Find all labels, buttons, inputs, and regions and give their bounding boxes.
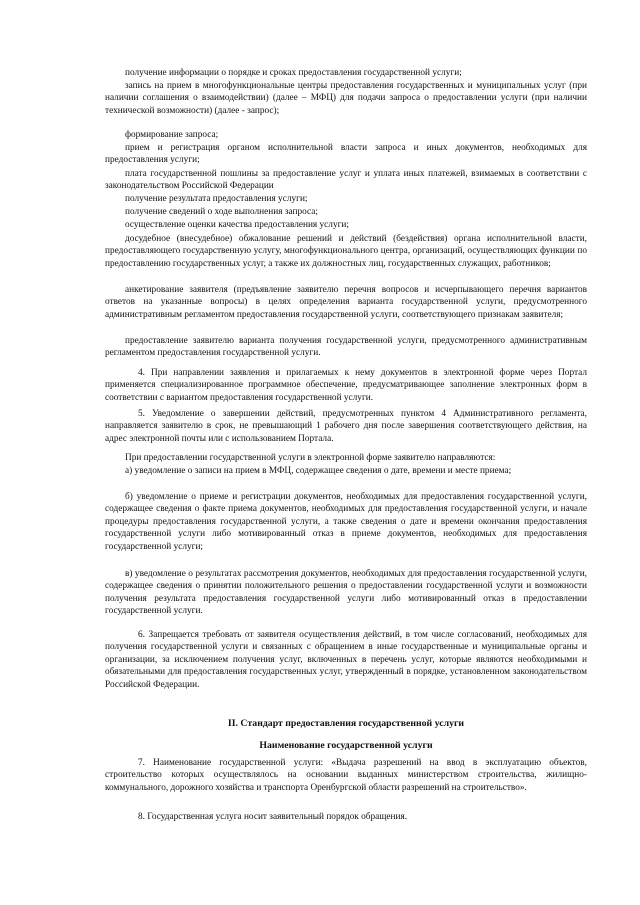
paragraph-progress-info: получение сведений о ходе выполнения запроса;	[125, 207, 318, 217]
paragraph-notification-b: б) уведомление о приеме и регистрации документов, необходимых для предоставления государственной услуги, содержащее сведения о факте приема документов, необходимых для предоставления государственной услуги, и начале процедуры предоставления государственной услуги, а также сведения о дате и времени окончания предоставления государственной услуги либо мотивированный отказ в приеме документов, необходимых для предоставления государственной услуги;	[105, 492, 587, 552]
paragraph-result-receipt: получение результата предоставления услуги;	[125, 194, 308, 204]
paragraph-quality-assessment: осуществление оценки качества предоставления услуги;	[125, 220, 349, 230]
paragraph-request-forming: формирование запроса;	[125, 130, 219, 140]
paragraph-item-4: 4. При направлении заявления и прилагаемых к нему документов в электронной форме через Портал применяется специализированное программное обеспечение, предусматривающее заполнение электронных форм в соответствии с вариантом предоставления государственной услуги.	[105, 368, 587, 403]
section-heading: II. Стандарт предоставления государственной услуги	[227, 718, 465, 729]
paragraph-notification-a: а) уведомление о записи на прием в МФЦ, содержащее сведения о дате, времени и месте приема;	[125, 466, 512, 476]
paragraph-item-6: 6. Запрещается требовать от заявителя осуществления действий, в том числе согласований, необходимых для получения государственной услуги и связанных с обращением в иные государственные и муниципальные органы и организации, за исключением получения услуг, включенных в перечень услуг, которые являются необходимыми и обязательными для предоставления государственных услуг, утвержденный в порядке, установленном законодательством Российской Федерации.	[105, 630, 587, 690]
paragraph-state-fee: плата государственной пошлины за предоставление услуг и уплата иных платежей, взимаемых в соответствии с законодательством Российской Федерации	[105, 169, 587, 192]
paragraph-item-8: 8. Государственная услуга носит заявительный порядок обращения.	[138, 812, 408, 822]
paragraph-item-5: 5. Уведомление о завершении действий, предусмотренных пунктом 4 Административного регламента, направляется заявителю в срок, не превышающий 1 рабочего дня после завершения соответствующего действия, на адрес электронной почты или с использованием Портала.	[105, 409, 587, 444]
paragraph-item-7: 7. Наименование государственной услуги: «Выдача разрешений на ввод в эксплуатацию объектов, строительство которых осуществлялось на основании выданных министерством строительства, жилищно-коммунального, дорожного хозяйства и транспорта Оренбургской области разрешений на строительство».	[105, 758, 587, 793]
paragraph-appeal: досудебное (внесудебное) обжалование решений и действий (бездействия) органа исполнительной власти, предоставляющего государственную услугу, многофункционального центра, организаций, осуществляющих функции по предоставлению государственных услуг, а также их должностных лиц, государственных служащих, работников;	[105, 234, 587, 269]
paragraph-variant: предоставление заявителю варианта получения государственной услуги, предусмотренного административным регламентом предоставления государственной услуги.	[105, 336, 587, 359]
paragraph-info-order: получение информации о порядке и сроках предоставления государственной услуги;	[125, 68, 462, 78]
paragraph-mfc-appointment: запись на прием в многофункциональные центры предоставления государственных и муниципальных услуг (при наличии соглашения о взаимодействии) (далее – МФЦ) для подачи запроса о предоставлении услуги (при наличии технической возможности) (далее - запрос);	[105, 81, 587, 116]
paragraph-questionnaire: анкетирование заявителя (предъявление заявителю перечня вопросов и исчерпывающего перечня вариантов ответов на указанные вопросы) в целях определения варианта государственной услуги, предусмотренного административным регламентом предоставления государственной услуги, соответствующего признакам заявителя;	[105, 285, 587, 320]
paragraph-request-registration: прием и регистрация органом исполнительной власти запроса и иных документов, необходимых для предоставления услуги;	[105, 143, 587, 166]
paragraph-notification-c: в) уведомление о результатах рассмотрения документов, необходимых для предоставления государственной услуги, содержащее сведения о принятии положительного решения о предоставлении государственной услуги и возможности получения результата предоставления государственной услуги либо мотивированный отказ в предоставлении государственной услуги.	[105, 569, 587, 617]
paragraph-notifications-intro: При предоставлении государственной услуги в электронной форме заявителю направляются:	[125, 453, 496, 463]
subsection-heading: Наименование государственной услуги	[259, 740, 433, 751]
